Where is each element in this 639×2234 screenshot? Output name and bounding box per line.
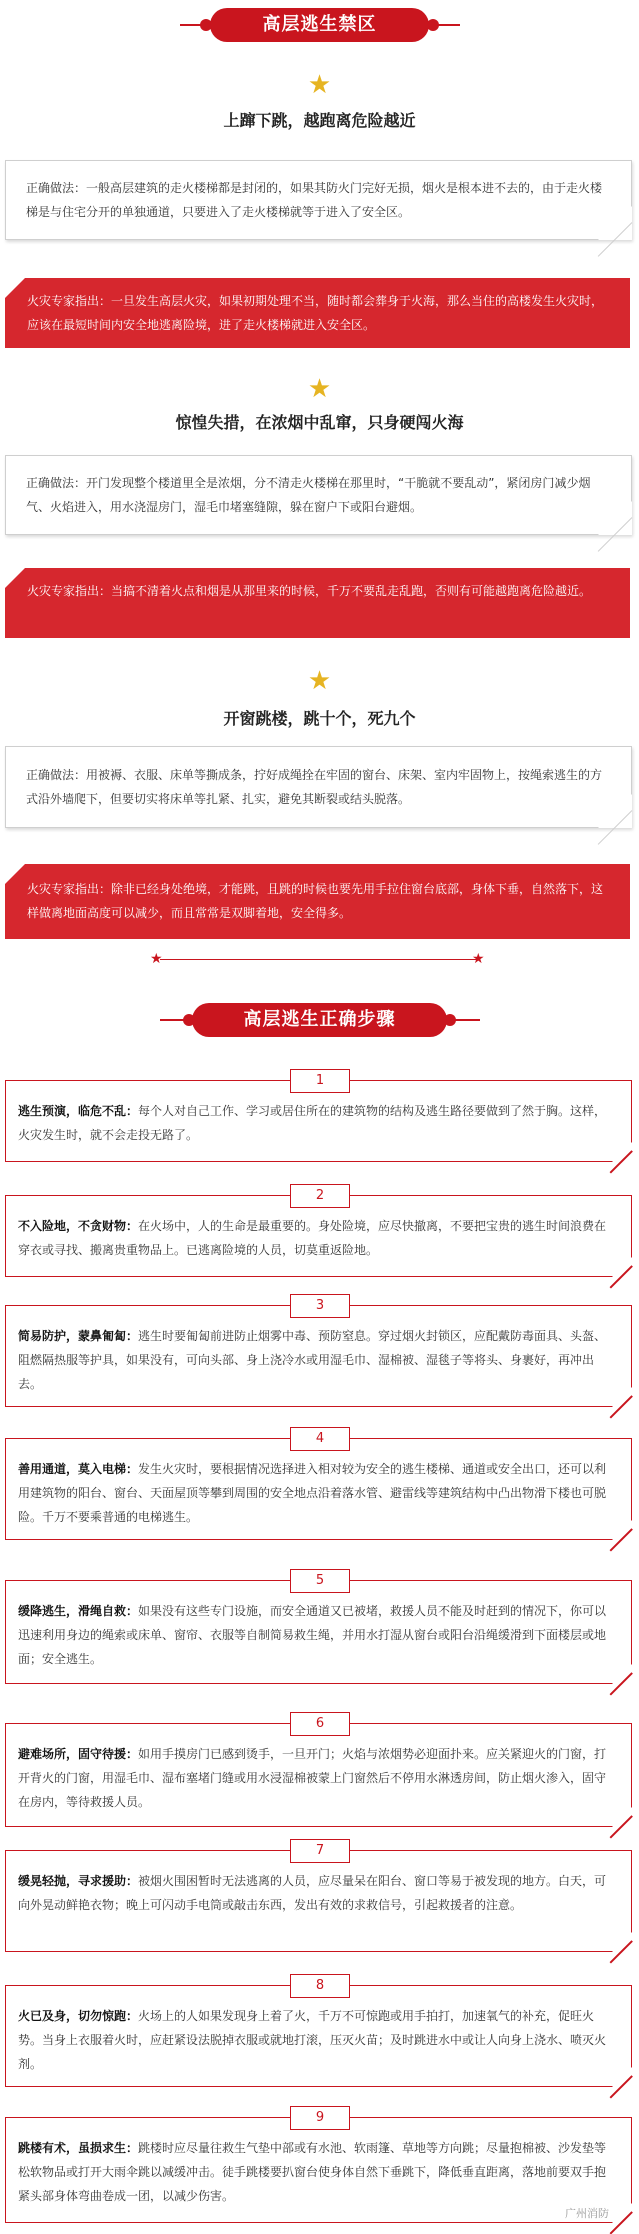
step-card <box>5 1716 632 1827</box>
divider-line <box>160 959 480 960</box>
step-card <box>5 1573 632 1684</box>
small-star-icon: ★ <box>150 951 163 967</box>
step-title: 缓降逃生，滑绳自救： <box>18 1604 139 1618</box>
step-number-box <box>290 2106 350 2130</box>
myth-headline: 上蹿下跳，越跑离危险越近 <box>223 111 416 130</box>
correct-text: 正确做法：开门发现整个楼道里全是浓烟，分不清走火楼梯在那里时，“干脆就不要乱动”，紧闭房门减少烟气、火焰进入，用水浇湿房门，湿毛巾堵塞缝隙，躲在窗户下或阳台避烟。 <box>26 476 591 514</box>
expert-box <box>5 568 630 638</box>
step-number: 1 <box>315 1073 325 1088</box>
corner-cut <box>598 501 632 535</box>
section1-banner <box>0 2 639 48</box>
myth-headline: 惊惶失措，在浓烟中乱窜，只身硬闯火海 <box>175 413 464 432</box>
correct-box <box>5 746 632 828</box>
step-number: 3 <box>315 1298 325 1313</box>
step-number: 8 <box>315 1978 325 1993</box>
step-title: 善用通道，莫入电梯： <box>18 1462 139 1476</box>
step-title: 跳楼有术，虽损求生： <box>18 2141 139 2155</box>
section1-title: 高层逃生禁区 <box>210 8 429 42</box>
step-number: 7 <box>315 1843 325 1858</box>
step-text <box>18 1214 617 1262</box>
corner-cut <box>5 278 25 298</box>
step-body: 如用手摸房门已感到烫手，一旦开门；火焰与浓烟势必迎面扑来。应关紧迎火的门窗，打开背火的门窗，用湿毛巾、湿布塞堵门缝或用水浸湿棉被蒙上门窗然后不停用水淋透房间，防止烟火渗入，固守在房内，等待救援人员。 <box>18 1747 607 1809</box>
expert-text: 火灾专家指出：除非已经身处绝境，才能跳，且跳的时候也要先用手拉住窗台底部，身体下垂，自然落下，这样做离地面高度可以减少，而且常常是双脚着地，安全得多。 <box>27 882 604 920</box>
step-text <box>18 1099 617 1147</box>
step-number-box <box>290 1427 350 1451</box>
step-body: 发生火灾时，要根据情况选择进入相对较为安全的逃生楼梯、通道或安全出口，还可以利用建筑物的阳台、窗台、天面屋顶等攀到周围的安全地点沿着落水管、避雷线等建筑结构中凸出物滑下楼也可脱险。千万不要乘普通的电梯逃生。 <box>18 1462 607 1524</box>
step-number: 9 <box>315 2110 325 2125</box>
step-number: 2 <box>315 1188 325 1203</box>
expert-box <box>5 864 630 939</box>
correct-text: 正确做法：一般高层建筑的走火楼梯都是封闭的，如果其防火门完好无损，烟火是根本进不去的，由于走火楼梯是与住宅分开的单独通道，只要进入了走火楼梯就等于进入了安全区。 <box>26 181 603 219</box>
star-icon: ★ <box>307 666 332 696</box>
step-body: 每个人对自己工作、学习或居住所在的建筑物的结构及逃生路径要做到了然于胸。这样，火灾发生时，就不会走投无路了。 <box>18 1104 607 1142</box>
correct-box <box>5 160 632 240</box>
expert-text: 火灾专家指出：当搞不清着火点和烟是从那里来的时候，千万不要乱走乱跑，否则有可能越跑离危险越近。 <box>27 584 592 598</box>
star-icon: ★ <box>307 374 332 404</box>
step-title: 火已及身，切勿惊跑： <box>18 2009 139 2023</box>
step-text <box>18 1457 617 1529</box>
step-number-box <box>290 1712 350 1736</box>
step-text <box>18 2136 617 2208</box>
corner-cut <box>5 864 25 884</box>
myth-headline: 开窗跳楼，跳十个，死九个 <box>223 709 416 728</box>
step-body: 跳楼时应尽量往救生气垫中部或有水池、软雨篷、草地等方向跳；尽量抱棉被、沙发垫等松软物品或打开大雨伞跳以减缓冲击。徒手跳楼要扒窗台使身体自然下垂跳下，降低垂直距离，落地前要双手抱紧头部身体弯曲卷成一团，以减少伤害。 <box>18 2141 607 2203</box>
step-card <box>5 2110 632 2223</box>
corner-cut <box>598 206 632 240</box>
step-title: 避难场所，固守待援： <box>18 1747 139 1761</box>
watermark: 广州消防 <box>565 2207 609 2220</box>
step-title: 不入险地，不贪财物： <box>18 1219 139 1233</box>
correct-text: 正确做法：用被褥、衣服、床单等撕成条，拧好成绳拴在牢固的窗台、床架、室内牢固物上，按绳索逃生的方式沿外墙爬下，但要切实将床单等扎紧、扎实，避免其断裂或结头脱落。 <box>26 768 603 806</box>
step-title: 简易防护，蒙鼻匍匐： <box>18 1329 139 1343</box>
step-text <box>18 1869 617 1917</box>
step-body: 被烟火围困暂时无法逃离的人员，应尽量呆在阳台、窗口等易于被发现的地方。白天，可向外晃动鲜艳衣物；晚上可闪动手电筒或敲击东西，发出有效的求救信号，引起救援者的注意。 <box>18 1874 607 1912</box>
step-number-box <box>290 1839 350 1863</box>
step-text <box>18 1742 617 1814</box>
step-body: 逃生时要匍匐前进防止烟雾中毒、预防窒息。穿过烟火封锁区，应配戴防毒面具、头盔、阻燃隔热服等护具，如果没有，可向头部、身上浇冷水或用湿毛巾、湿棉被、湿毯子等将头、身裹好，再冲出去。 <box>18 1329 607 1391</box>
step-number-box <box>290 1294 350 1318</box>
step-number: 6 <box>315 1716 325 1731</box>
step-number-box <box>290 1184 350 1208</box>
step-number: 5 <box>315 1573 325 1588</box>
corner-cut <box>5 568 25 588</box>
step-title: 缓晃轻抛，寻求援助： <box>18 1874 139 1888</box>
section2-banner <box>0 997 639 1043</box>
step-number-box <box>290 1974 350 1998</box>
section2-title: 高层逃生正确步骤 <box>192 1003 447 1037</box>
step-body: 如果没有这些专门设施，而安全通道又已被堵，救援人员不能及时赶到的情况下，你可以迅速利用身边的绳索或床单、窗帘、衣服等自制简易救生绳，并用水打湿从窗台或阳台沿绳缓滑到下面楼层或地面；安全逃生。 <box>18 1604 607 1666</box>
step-card <box>5 1298 632 1407</box>
step-text <box>18 1599 617 1671</box>
small-star-icon: ★ <box>472 951 485 967</box>
step-number: 4 <box>315 1431 325 1446</box>
step-number-box <box>290 1569 350 1593</box>
step-card <box>5 1431 632 1540</box>
correct-box <box>5 455 632 535</box>
step-number-box <box>290 1069 350 1093</box>
expert-text: 火灾专家指出：一旦发生高层火灾，如果初期处理不当，随时都会葬身于火海，那么当住的高楼发生火灾时，应该在最短时间内安全地逃离险境，进了走火楼梯就进入安全区。 <box>27 294 604 332</box>
step-card <box>5 1978 632 2087</box>
star-icon: ★ <box>307 70 332 100</box>
step-card <box>5 1843 632 1952</box>
step-body: 火场上的人如果发现身上着了火，千万不可惊跑或用手拍打，加速氧气的补充，促旺火势。当身上衣服着火时，应赶紧设法脱掉衣服或就地打滚，压灭火苗；及时跳进水中或让人向身上浇水、喷灭火剂。 <box>18 2009 607 2071</box>
step-card <box>5 1073 632 1162</box>
expert-box <box>5 278 630 348</box>
step-title: 逃生预演，临危不乱： <box>18 1104 139 1118</box>
step-text <box>18 1324 617 1396</box>
corner-cut <box>598 794 632 828</box>
step-body: 在火场中，人的生命是最重要的。身处险境，应尽快撤离，不要把宝贵的逃生时间浪费在穿衣或寻找、搬离贵重物品上。已逃离险境的人员，切莫重返险地。 <box>18 1219 607 1257</box>
step-text <box>18 2004 617 2076</box>
step-card <box>5 1188 632 1277</box>
